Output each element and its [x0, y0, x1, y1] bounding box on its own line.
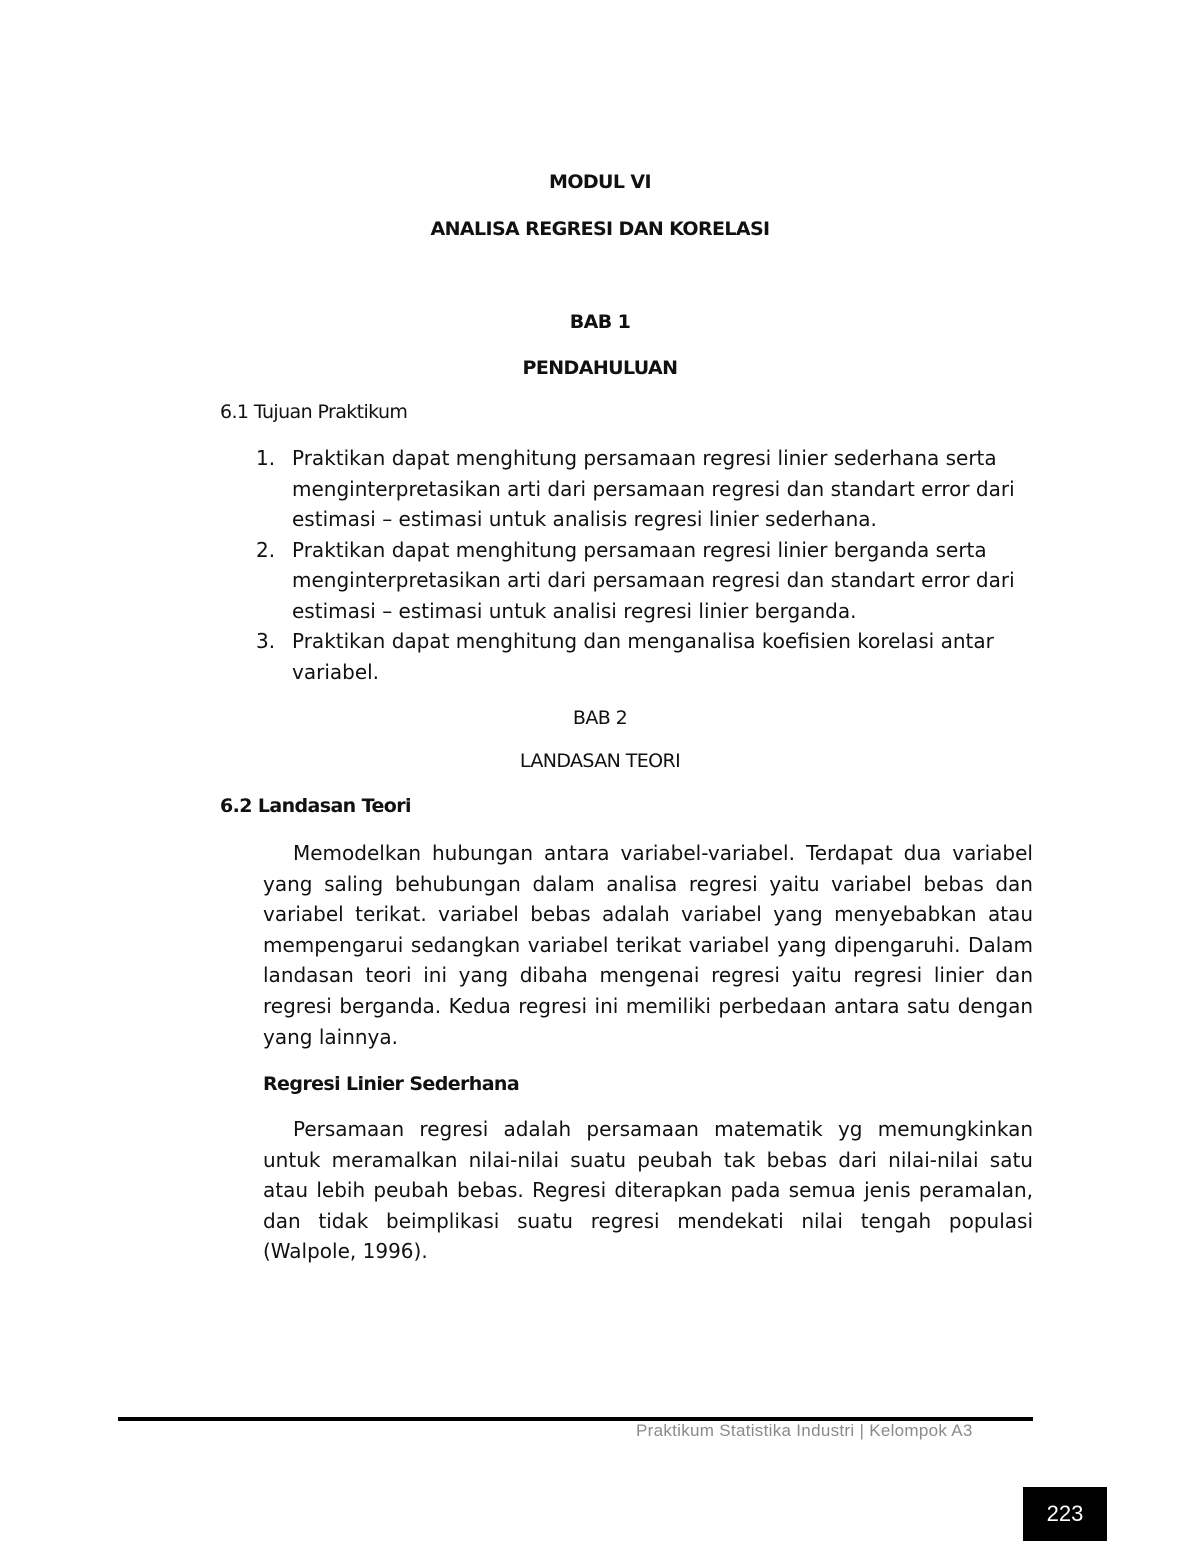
- list-item: [256, 443, 1036, 535]
- chapter1-label: BAB 1: [569, 311, 631, 333]
- objectives-list: [256, 443, 1036, 687]
- intro-paragraph: Memodelkan hubungan antara variabel-variabel. Terdapat dua variabel yang saling behubungan dalam analisa regresi yaitu variabel bebas dan variabel terikat. variabel bebas adalah variabel yang menyebabkan atau mempengarui sedangkan variabel terikat variabel yang dipengaruhi. Dalam landasan teori ini yang dibaha mengenai regresi yaitu regresi linier dan regresi berganda. Kedua regresi ini memiliki perbedaan antara satu dengan yang lainnya.: [263, 841, 1033, 1049]
- regresi-paragraph: Persamaan regresi adalah persamaan matematik yg memungkinkan untuk meramalkan nilai-nilai suatu peubah tak bebas dari nilai-nilai satu atau lebih peubah bebas. Regresi diterapkan pada semua jenis peramalan, dan tidak beimplikasi suatu regresi mendekati nilai tengah populasi (Walpole, 1996).: [263, 1117, 1033, 1264]
- chapter1-title: PENDAHULUAN: [522, 357, 678, 379]
- chapter2-label: BAB 2: [572, 707, 628, 729]
- list-item: [256, 535, 1036, 627]
- list-number: 1.: [256, 446, 276, 470]
- list-number: 2.: [256, 537, 276, 562]
- list-text: Praktikan dapat menghitung persamaan regresi linier berganda serta menginterpretasikan arti dari persamaan regresi dan standart error dari estimasi – estimasi untuk analisi regresi linier berganda.: [292, 537, 1015, 623]
- list-text: Praktikan dapat menghitung dan menganalisa koefisien korelasi antar variabel.: [292, 629, 994, 684]
- module-title: ANALISA REGRESI DAN KORELASI: [430, 218, 770, 240]
- module-label: MODUL VI: [549, 171, 651, 193]
- section-heading-tujuan: 6.1 Tujuan Praktikum: [220, 401, 408, 423]
- list-number: 3.: [256, 629, 276, 653]
- list-text: Praktikan dapat menghitung persamaan regresi linier sederhana serta menginterpretasikan arti dari persamaan regresi dan standart error dari estimasi – estimasi untuk analisis regresi linier sederhana.: [292, 446, 1015, 531]
- chapter2-title: LANDASAN TEORI: [519, 750, 681, 772]
- subheading-regresi-linier: Regresi Linier Sederhana: [263, 1073, 520, 1095]
- footer-text: Praktikum Statistika Industri | Kelompok A3: [636, 1421, 973, 1440]
- page-number: 223: [1023, 1487, 1107, 1541]
- list-item: [256, 626, 1036, 687]
- section-heading-landasan: 6.2 Landasan Teori: [220, 795, 411, 817]
